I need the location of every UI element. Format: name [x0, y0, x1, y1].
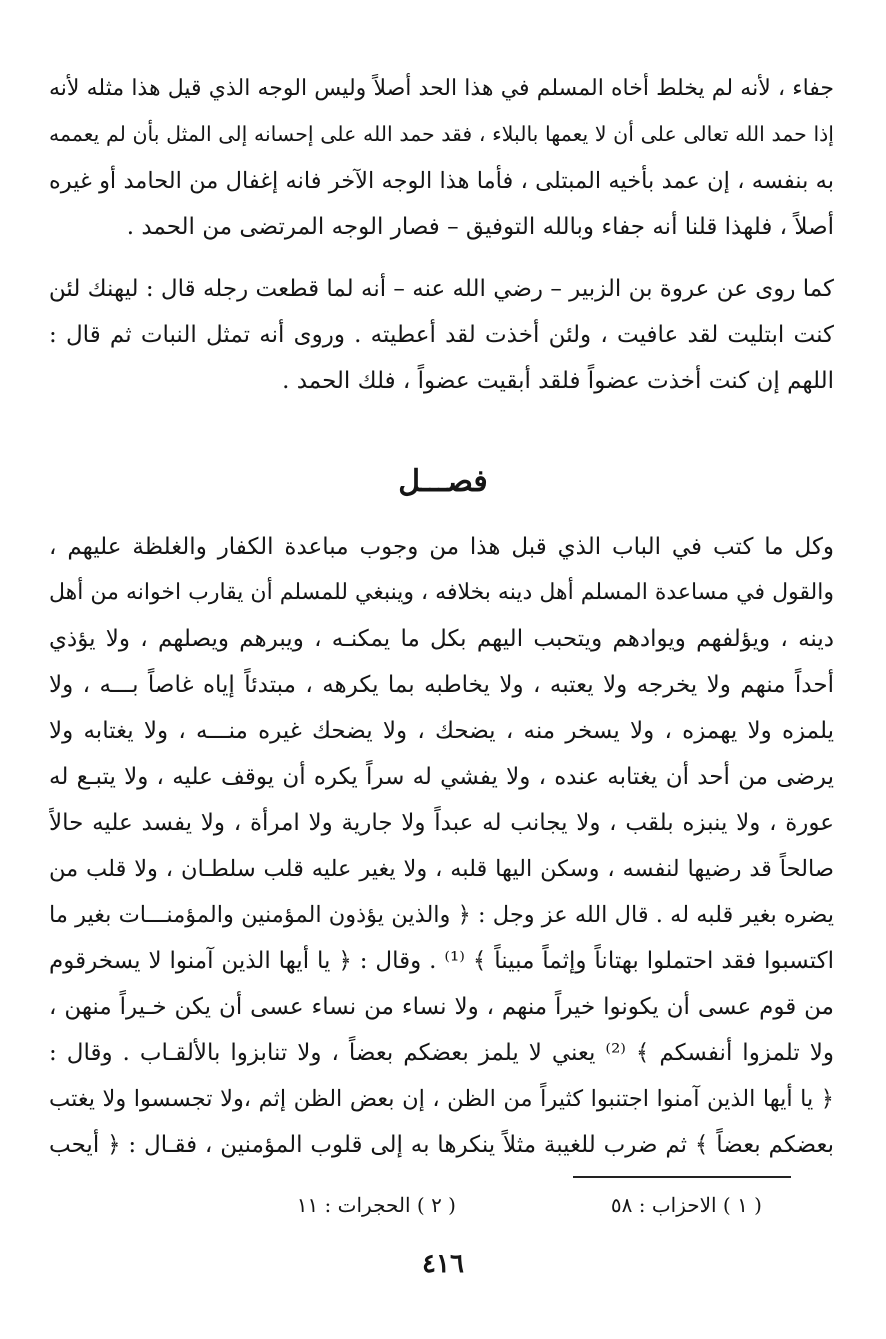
text-line: أصلاً ، فلهذا قلنا أنه جفاء وبالله التوفيق – فصار الوجه المرتضى من الحمد .: [126, 214, 834, 240]
page-number: ٤١٦: [422, 1249, 464, 1279]
text-line: عورة ، ولا ينبزه بلقب ، ولا يجانب له عبداً ولا جارية ولا امرأة ، ولا يفسد عليه حالاً: [49, 810, 834, 836]
text-line: كنت ابتليت لقد عافيت ، ولئن أخذت لقد أعطيته . وروى أنه تمثل النبات ثم قال :: [49, 322, 834, 348]
text-line: بعضكم بعضاً ﴾ ثم ضرب للغيبة مثلاً ينكرها به إلى قلوب المؤمنين ، فقـال : ﴿ أيحب: [49, 1132, 834, 1158]
text-line: أحداً منهم ولا يخرجه ولا يعتبه ، ولا يخاطبه بما يكرهه ، مبتدئاً إياه غاصاً بـــه ، ولا: [49, 672, 834, 698]
text-line: اللهم إن كنت أخذت عضواً فلقد أبقيت عضواً ، فلك الحمد .: [282, 368, 834, 394]
text-line: دينه ، ويؤلفهم ويوادهم ويتحبب اليهم بكل ما يمكنـه ، ويبرهم ويصلهم ، ولا يؤذي: [49, 626, 834, 652]
text-line: إذا حمد الله تعالى على أن لا يعمها بالبلاء ، فقد حمد الله على إحسانه إلى المثل بأن لم يعممه: [49, 122, 834, 146]
text-line: والقول في مساعدة المسلم أهل دينه بخلافه ، وينبغي للمسلم أن يقارب اخوانه من أهل: [49, 580, 834, 605]
text-line: ﴿ يا أيها الذين آمنوا اجتنبوا كثيراً من الظن ، إن بعض الظن إثم ،ولا تجسسوا ولا يغتب: [49, 1086, 834, 1112]
text-line: يلمزه ولا يهمزه ، ولا يسخر منه ، يضحك ، ولا يضحك غيره منـــه ، ولا يغتابه ولا: [49, 718, 834, 744]
text-line: به بنفسه ، إن عمد بأخيه المبتلى ، فأما هذا الوجه الآخر فانه إغفال من الحامد أو غيره: [49, 168, 834, 194]
text-line: يرضى من أحد أن يغتابه عنده ، ولا يفشي له سراً يكره أن يوقف عليه ، ولا يتبـع له: [49, 764, 834, 790]
text-line: كما روى عن عروة بن الزبير – رضي الله عنه – أنه لما قطعت رجله قال : ليهنك لئن: [49, 276, 834, 302]
text-line: يضره بغير قلبه له . قال الله عز وجل : ﴿ والذين يؤذون المؤمنين والمؤمنـــات بغير ما: [49, 902, 834, 928]
text-line: وكل ما كتب في الباب الذي قبل هذا من وجوب مباعدة الكفار والغلظة عليهم ،: [49, 534, 834, 560]
section-heading: فصـــل: [398, 464, 488, 499]
footnote-1: ( ١ ) الاحزاب : ٥٨: [610, 1193, 762, 1217]
footnote-divider: [573, 1176, 791, 1178]
text-line: صالحاً قد رضيها لنفسه ، وسكن اليها قلبه ، ولا يغير عليه قلب سلطـان ، ولا قلب من: [49, 856, 834, 882]
text-line: جفاء ، لأنه لم يخلط أخاه المسلم في هذا الحد أصلاً وليس الوجه الذي قيل هذا مثله لأنه: [49, 76, 834, 101]
text-line: اكتسبوا فقد احتملوا بهتاناً وإثماً مبيناً ﴾ ⁽¹⁾ . وقال : ﴿ يا أيها الذين آمنوا لا يسخرقوم: [49, 948, 834, 974]
text-line: ولا تلمزوا أنفسكم ﴾ ⁽²⁾ يعني لا يلمز بعضكم بعضاً ، ولا تنابزوا بالألقـاب . وقال :: [49, 1040, 834, 1066]
footnote-2: ( ٢ ) الحجرات : ١١: [296, 1193, 456, 1217]
text-line: من قوم عسى أن يكونوا خيراً منهم ، ولا نساء من نساء عسى أن يكن خـيراً منهن ،: [49, 994, 834, 1020]
